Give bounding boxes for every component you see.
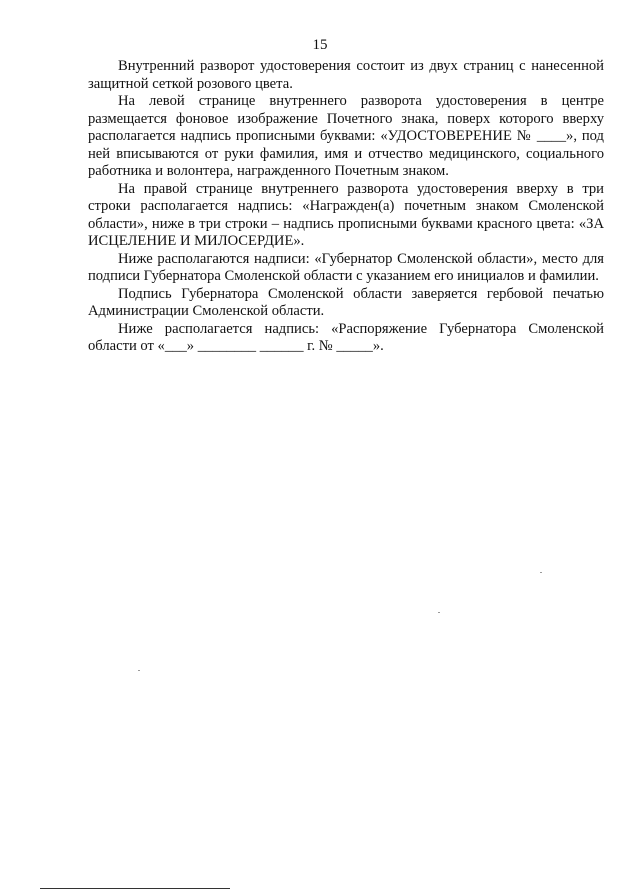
body-text [88, 58, 604, 356]
scan-speck [138, 670, 140, 671]
scan-speck [438, 612, 440, 613]
paragraph-right-page: На правой странице внутреннего разворота удостоверения вверху в три строки располагается надпись: «Награжден(а) почетным знаком Смоленской области», ниже в три строки – надпись прописными буквами красного цвета: «ЗА ИСЦЕЛЕНИЕ И МИЛОСЕРДИЕ». [88, 180, 604, 249]
paragraph-decree-line: Ниже располагается надпись: «Распоряжение Губернатора Смоленской области от «___» ________ ______ г. № _____». [88, 320, 604, 354]
footer-rule [40, 888, 230, 889]
paragraph-governor-signature-caption: Ниже располагаются надписи: «Губернатор Смоленской области», место для подписи Губернатора Смоленской области с указанием его инициалов и фамилии. [88, 250, 604, 284]
page-number: 15 [312, 37, 328, 53]
paragraph-inner-spread: Внутренний разворот удостоверения состоит из двух страниц с нанесенной защитной сеткой розового цвета. [88, 58, 604, 92]
scan-speck [540, 572, 542, 573]
paragraph-seal: Подпись Губернатора Смоленской области заверяется гербовой печатью Администрации Смоленской области. [88, 285, 604, 319]
paragraph-left-page: На левой странице внутреннего разворота удостоверения в центре размещается фоновое изображение Почетного знака, поверх которого вверху располагается надпись прописными буквами: «УДОСТОВЕРЕНИЕ № ____», под ней вписываются от руки фамилия, имя и отчество медицинского, социального работника и волонтера, награжденного Почетным знаком. [88, 93, 604, 179]
